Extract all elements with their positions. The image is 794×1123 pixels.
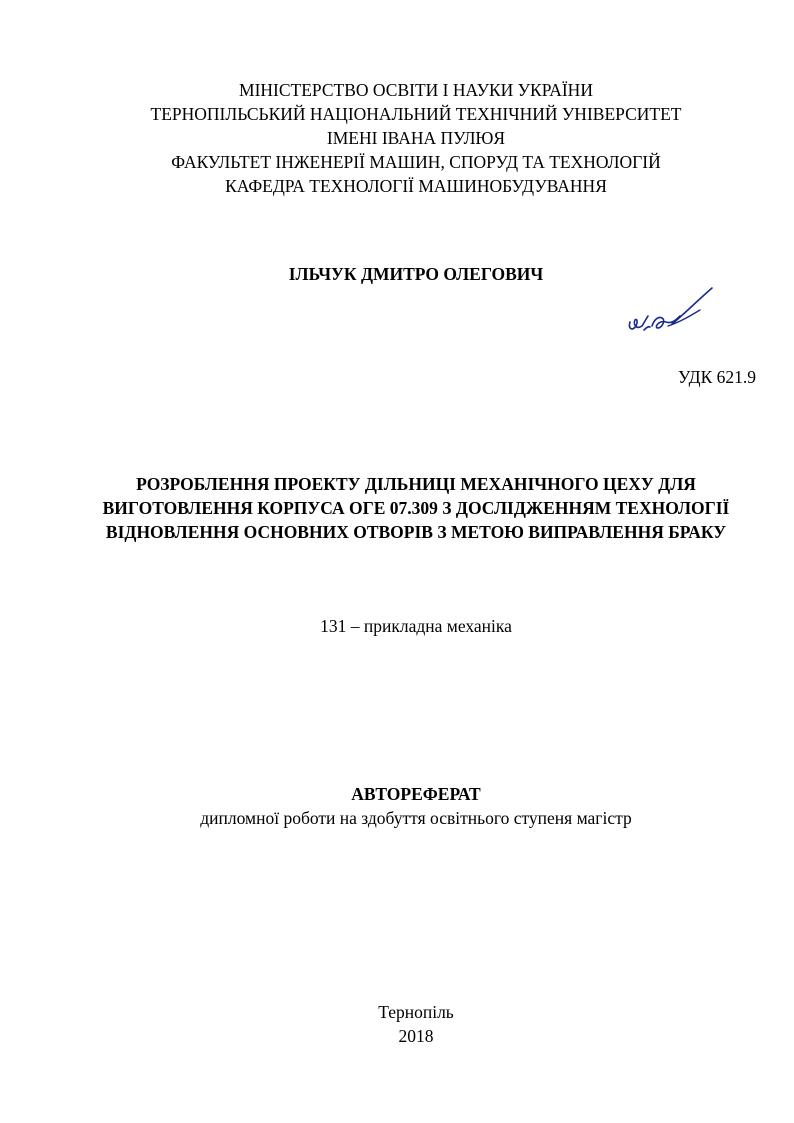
udk-code: УДК 621.9: [678, 367, 756, 387]
header-faculty: ФАКУЛЬТЕТ ІНЖЕНЕРІЇ МАШИН, СПОРУД ТА ТЕХНОЛОГІЙ: [171, 152, 661, 172]
header-university-name: ІМЕНІ ІВАНА ПУЛЮЯ: [326, 128, 506, 148]
title-line-3: ВІДНОВЛЕННЯ ОСНОВНИХ ОТВОРІВ З МЕТОЮ ВИПРАВЛЕННЯ БРАКУ: [105, 522, 727, 542]
thesis-title: [0, 472, 794, 544]
title-line-2: ВИГОТОВЛЕННЯ КОРПУСА ОГЕ 07.309 З ДОСЛІДЖЕННЯМ ТЕХНОЛОГІЇ: [102, 498, 730, 518]
header-university: ТЕРНОПІЛЬСЬКИЙ НАЦІОНАЛЬНИЙ ТЕХНІЧНИЙ УНІВЕРСИТЕТ: [150, 104, 682, 124]
year: 2018: [398, 1026, 434, 1046]
author-name: ІЛЬЧУК ДМИТРО ОЛЕГОВИЧ: [288, 264, 544, 284]
city: Тернопіль: [378, 1002, 454, 1022]
header-ministry: МІНІСТЕРСТВО ОСВІТИ І НАУКИ УКРАЇНИ: [239, 80, 593, 100]
title-line-1: РОЗРОБЛЕННЯ ПРОЕКТУ ДІЛЬНИЦІ МЕХАНІЧНОГО ЦЕХУ ДЛЯ: [136, 474, 696, 494]
handwritten-signature: [622, 286, 722, 346]
specialty: 131 – прикладна механіка: [320, 616, 512, 636]
document-type: АВТОРЕФЕРАТ: [351, 784, 481, 804]
header-department: КАФЕДРА ТЕХНОЛОГІЇ МАШИНОБУДУВАННЯ: [225, 176, 607, 196]
institution-header: [0, 78, 794, 198]
document-subtitle: дипломної роботи на здобуття освітнього ступеня магістр: [200, 808, 632, 828]
